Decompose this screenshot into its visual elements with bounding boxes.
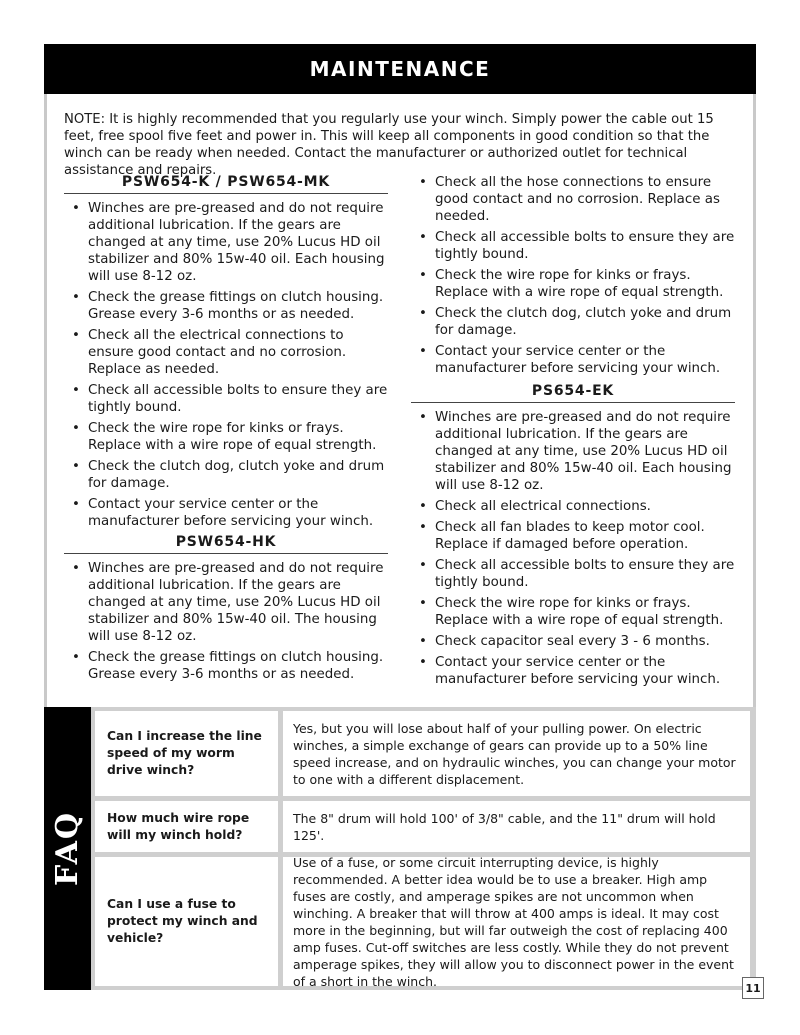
- section-psw654-hk: [64, 534, 388, 683]
- section-psw654-k: [64, 174, 388, 530]
- maintenance-list: [411, 409, 735, 688]
- faq-label: FAQ: [50, 811, 86, 886]
- left-column: [64, 174, 388, 687]
- maintenance-list: [64, 560, 388, 683]
- faq-row: [95, 711, 750, 796]
- list-item: • Check all the hose connections to ensure good contact and no corrosion. Replace as needed.: [411, 174, 735, 225]
- list-item: • Contact your service center or the manufacturer before servicing your winch.: [64, 496, 388, 530]
- list-item: • Check the grease fittings on clutch housing. Grease every 3-6 months or as needed.: [64, 649, 388, 683]
- faq-answer: Use of a fuse, or some circuit interrupting device, is highly recommended. A better idea would be to use a breaker. High amp fuses are costly, and amperage spikes are not uncommon when winching. A breaker that will throw at 400 amps is ideal. It may cost more in the beginning, but will far outweigh the cost of replacing 400 amp fuses. Cut-off switches are less costly. While they do not prevent amperage spikes, they will allow you to disconnect power in the event of a short in the winch.: [283, 857, 750, 986]
- faq-answer: The 8" drum will hold 100' of 3/8" cable, and the 11" drum will hold 125'.: [283, 801, 750, 852]
- maintenance-note: NOTE: It is highly recommended that you regularly use your winch. Simply power the cable out 15 feet, free spool five feet and power in. This will keep all components in good condition so that the winch can be ready when needed. Contact the manufacturer or authorized outlet for technical assistance and repairs.: [64, 112, 714, 178]
- faq-row: [95, 801, 750, 852]
- list-item: • Check the wire rope for kinks or frays. Replace with a wire rope of equal strength.: [64, 420, 388, 454]
- list-item: • Check the grease fittings on clutch housing. Grease every 3-6 months or as needed.: [64, 289, 388, 323]
- page-title: MAINTENANCE: [309, 57, 491, 81]
- list-item: • Winches are pre-greased and do not require additional lubrication. If the gears are changed at any time, use 20% Lucus HD oil stabilizer and 80% 15w-40 oil. The housing will use 8-12 oz.: [64, 560, 388, 645]
- maintenance-list: [64, 200, 388, 530]
- list-item: • Check all fan blades to keep motor cool. Replace if damaged before operation.: [411, 519, 735, 553]
- list-item: • Winches are pre-greased and do not require additional lubrication. If the gears are changed at any time, use 20% Lucus HD oil stabilizer and 80% 15w-40 oil. Each housing will use 8-12 oz.: [64, 200, 388, 285]
- page-header: [44, 44, 756, 94]
- section-title: PSW654-HK: [64, 534, 388, 554]
- faq-answer: Yes, but you will lose about half of your pulling power. On electric winches, a simple exchange of gears can provide up to a 50% line speed increase, and on hydraulic winches, you can change your motor to one with a different displacement.: [283, 711, 750, 796]
- list-item: • Winches are pre-greased and do not require additional lubrication. If the gears are changed at any time, use 20% Lucus HD oil stabilizer and 80% 15w-40 oil. Each housing will use 8-12 oz.: [411, 409, 735, 494]
- faq-question: How much wire rope will my winch hold?: [95, 801, 278, 852]
- section-title: PSW654-K / PSW654-MK: [64, 174, 388, 194]
- list-item: • Check capacitor seal every 3 - 6 months.: [411, 633, 735, 650]
- faq-row: [95, 854, 750, 989]
- right-column: [411, 174, 735, 692]
- list-item: • Check all accessible bolts to ensure they are tightly bound.: [64, 382, 388, 416]
- faq-sidebar: [44, 707, 91, 990]
- page-number: 11: [742, 977, 764, 999]
- faq-table: [91, 707, 756, 990]
- list-item: • Check the clutch dog, clutch yoke and drum for damage.: [411, 305, 735, 339]
- list-item: • Check the clutch dog, clutch yoke and drum for damage.: [64, 458, 388, 492]
- list-item: • Check all accessible bolts to ensure they are tightly bound.: [411, 229, 735, 263]
- list-item: • Contact your service center or the manufacturer before servicing your winch.: [411, 654, 735, 688]
- list-item: • Check all accessible bolts to ensure they are tightly bound.: [411, 557, 735, 591]
- section-title: PS654-EK: [411, 383, 735, 403]
- list-item: • Contact your service center or the manufacturer before servicing your winch.: [411, 343, 735, 377]
- list-item: • Check all the electrical connections to ensure good contact and no corrosion. Replace as needed.: [64, 327, 388, 378]
- list-item: • Check all electrical connections.: [411, 498, 735, 515]
- list-item: • Check the wire rope for kinks or frays. Replace with a wire rope of equal strength.: [411, 267, 735, 301]
- faq-question: Can I increase the line speed of my worm drive winch?: [95, 711, 278, 796]
- list-item: • Check the wire rope for kinks or frays. Replace with a wire rope of equal strength.: [411, 595, 735, 629]
- section-ps654-ek: [411, 383, 735, 688]
- maintenance-list-continued: [411, 174, 735, 377]
- faq-question: Can I use a fuse to protect my winch and vehicle?: [95, 857, 278, 986]
